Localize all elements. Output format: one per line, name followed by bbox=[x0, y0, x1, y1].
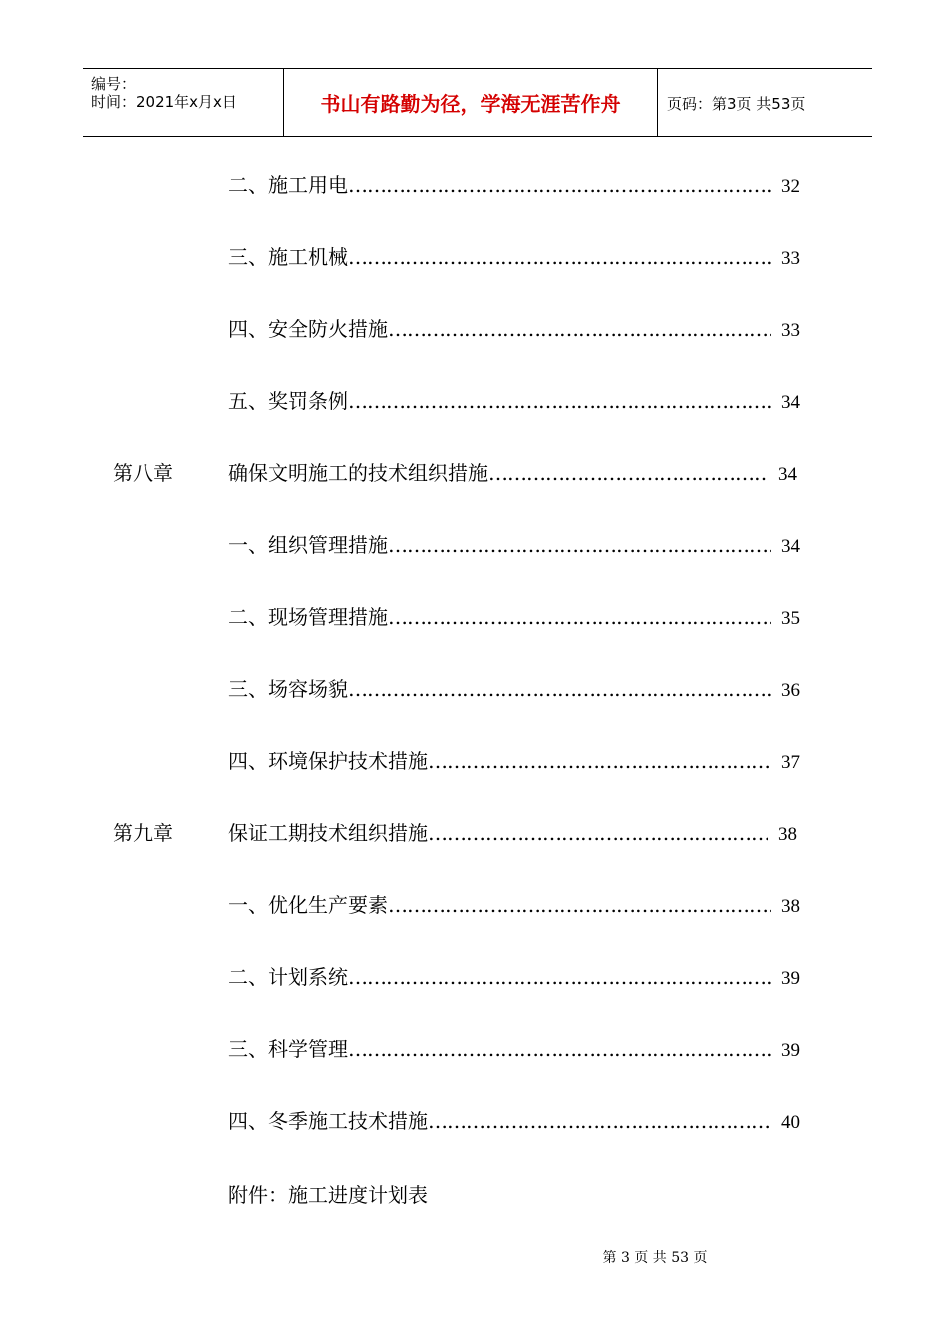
appendix-row bbox=[0, 1182, 950, 1212]
toc-entry-label: 二、施工用电 bbox=[228, 173, 348, 197]
toc-entry bbox=[228, 892, 800, 920]
toc-section-row bbox=[0, 676, 950, 706]
toc-entry-label: 三、场容场貌 bbox=[228, 677, 348, 701]
toc-entry-label: 一、优化生产要素 bbox=[228, 893, 388, 917]
toc-page-number: 40 bbox=[781, 1112, 800, 1133]
toc-entry bbox=[228, 244, 800, 272]
toc-chapter-row bbox=[0, 820, 950, 850]
toc-entry-label: 五、奖罚条例 bbox=[228, 389, 348, 413]
toc-page-number: 34 bbox=[781, 392, 800, 413]
toc-entry bbox=[228, 676, 800, 704]
dot-leader bbox=[348, 1036, 771, 1062]
chapter-number: 第八章 bbox=[113, 461, 173, 485]
document-header bbox=[83, 68, 872, 137]
toc-section-row bbox=[0, 532, 950, 562]
toc-section-row bbox=[0, 1036, 950, 1066]
toc-page-number: 39 bbox=[781, 1040, 800, 1061]
toc-entry bbox=[228, 388, 800, 416]
page-indicator: 页码：第3页 共53页 bbox=[667, 95, 806, 113]
toc-page-number: 34 bbox=[781, 536, 800, 557]
toc-chapter-row bbox=[0, 460, 950, 490]
toc-section-row bbox=[0, 172, 950, 202]
toc-entry-label: 一、组织管理措施 bbox=[228, 533, 388, 557]
appendix-entry bbox=[228, 1182, 428, 1208]
toc-entry bbox=[228, 316, 800, 344]
toc-entry bbox=[228, 532, 800, 560]
toc-entry-label: 四、冬季施工技术措施 bbox=[228, 1109, 428, 1133]
toc-page-number: 37 bbox=[781, 752, 800, 773]
toc-page-number: 38 bbox=[781, 896, 800, 917]
toc-page-number: 33 bbox=[781, 320, 800, 341]
header-page-cell bbox=[657, 69, 872, 136]
dot-leader bbox=[348, 172, 771, 198]
toc-entry-label: 四、环境保护技术措施 bbox=[228, 749, 428, 773]
toc-page-number: 33 bbox=[781, 248, 800, 269]
dot-leader bbox=[428, 820, 768, 846]
page-footer: 第 3 页 共 53 页 bbox=[602, 1250, 708, 1266]
toc-entry bbox=[228, 748, 800, 776]
header-info-cell bbox=[83, 69, 283, 136]
toc-page-number: 39 bbox=[781, 968, 800, 989]
dot-leader bbox=[428, 1108, 771, 1134]
toc-entry-label: 保证工期技术组织措施 bbox=[228, 821, 428, 845]
dot-leader bbox=[428, 748, 771, 774]
dot-leader bbox=[348, 676, 771, 702]
toc-section-row bbox=[0, 604, 950, 634]
appendix-label: 附件：施工进度计划表 bbox=[228, 1183, 428, 1207]
toc-entry-label: 二、计划系统 bbox=[228, 965, 348, 989]
toc-entry-label: 三、施工机械 bbox=[228, 245, 348, 269]
dot-leader bbox=[388, 532, 771, 558]
toc-section-row bbox=[0, 388, 950, 418]
header-motto-cell bbox=[283, 69, 658, 136]
chapter-number: 第九章 bbox=[113, 821, 173, 845]
toc-entry-label: 确保文明施工的技术组织措施 bbox=[228, 461, 488, 485]
toc-entry bbox=[228, 964, 800, 992]
dot-leader bbox=[488, 460, 768, 486]
time-line: 时间：2021年x月x日 bbox=[91, 93, 237, 111]
toc-page-number: 32 bbox=[781, 176, 800, 197]
toc-page-number: 34 bbox=[778, 464, 797, 485]
dot-leader bbox=[388, 892, 771, 918]
toc-section-row bbox=[0, 316, 950, 346]
toc-entry bbox=[228, 172, 800, 200]
toc-entry bbox=[228, 460, 797, 488]
dot-leader bbox=[348, 964, 771, 990]
toc-section-row bbox=[0, 1108, 950, 1138]
toc-entry-label: 三、科学管理 bbox=[228, 1037, 348, 1061]
toc-page-number: 38 bbox=[778, 824, 797, 845]
toc-entry bbox=[228, 1108, 800, 1136]
dot-leader bbox=[388, 604, 771, 630]
toc-page-number: 35 bbox=[781, 608, 800, 629]
dot-leader bbox=[348, 388, 771, 414]
dot-leader bbox=[348, 244, 771, 270]
toc-entry bbox=[228, 1036, 800, 1064]
toc-section-row bbox=[0, 244, 950, 274]
toc-section-row bbox=[0, 892, 950, 922]
motto: 书山有路勤为径，学海无涯苦作舟 bbox=[320, 92, 621, 116]
dot-leader bbox=[388, 316, 771, 342]
toc-entry bbox=[228, 604, 800, 632]
number-label: 编号： bbox=[91, 75, 137, 93]
toc-entry-label: 四、安全防火措施 bbox=[228, 317, 388, 341]
toc-section-row bbox=[0, 748, 950, 778]
toc-entry bbox=[228, 820, 797, 848]
toc-entry-label: 二、现场管理措施 bbox=[228, 605, 388, 629]
toc-section-row bbox=[0, 964, 950, 994]
toc-page-number: 36 bbox=[781, 680, 800, 701]
